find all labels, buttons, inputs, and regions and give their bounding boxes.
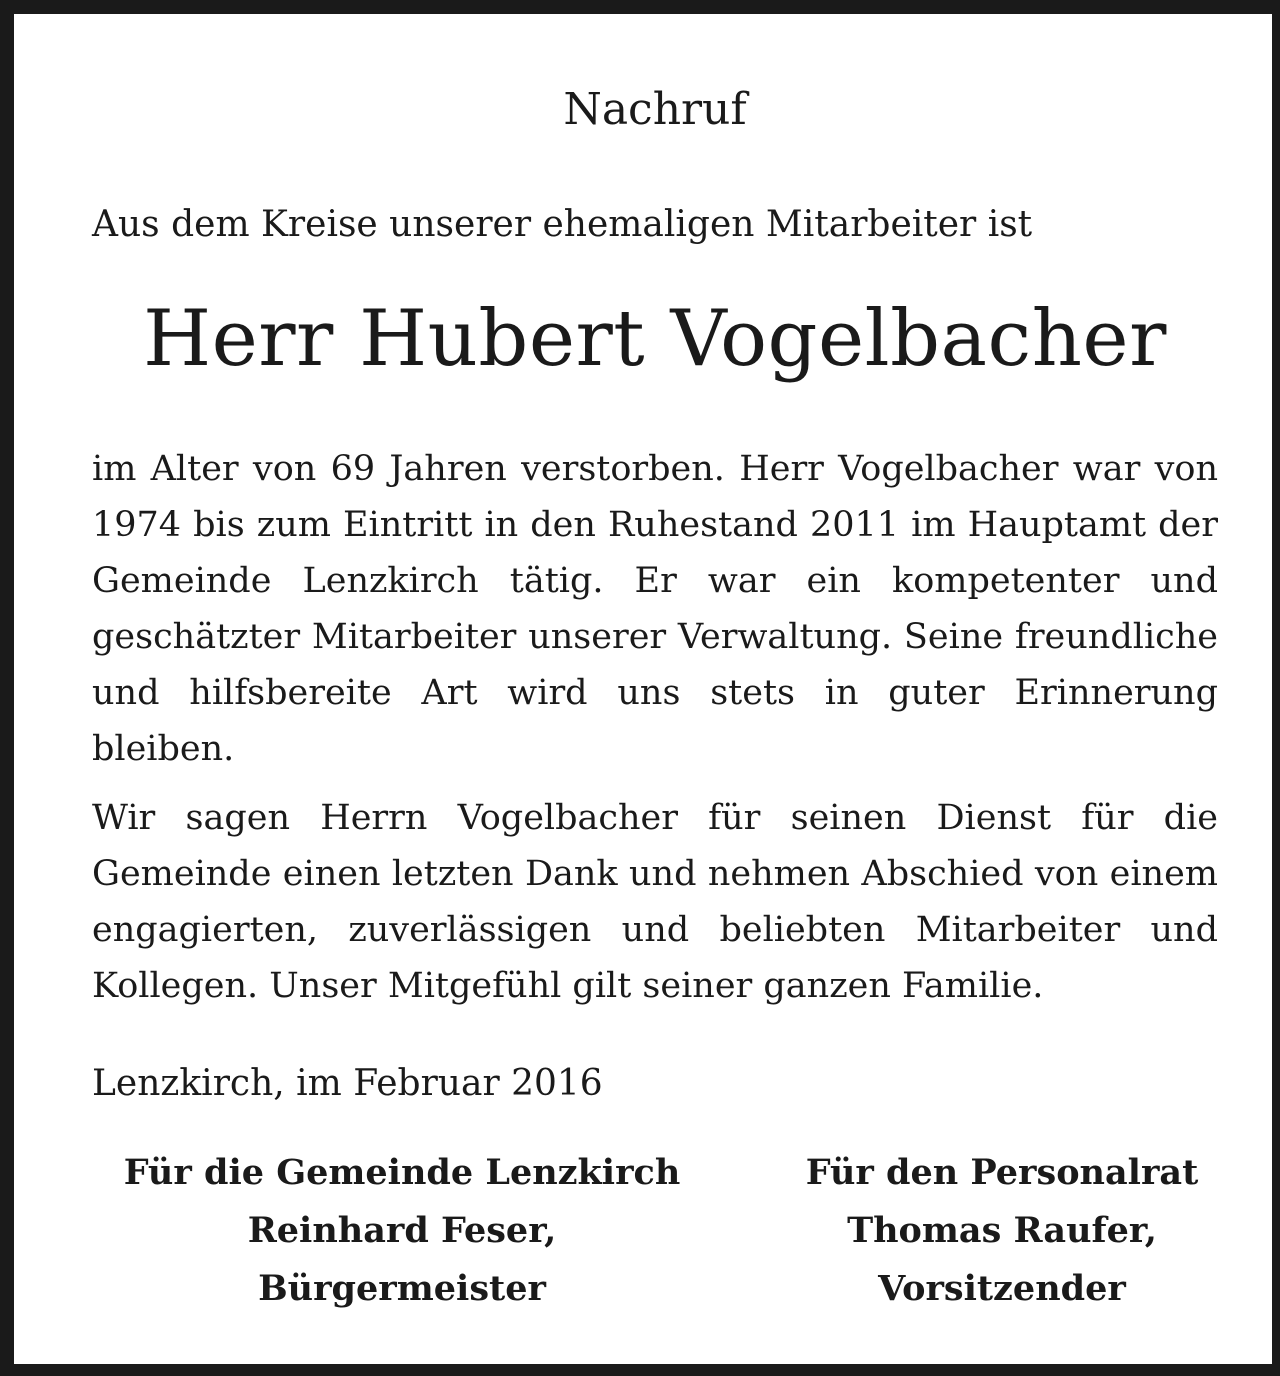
deceased-name: Herr Hubert Vogelbacher [143,294,1167,384]
signature-role: Bürgermeister [258,1268,546,1309]
signature-name: Thomas Raufer, [847,1210,1157,1251]
signature-staff-council [796,1144,1208,1318]
signature-organization: Für die Gemeinde Lenzkirch [123,1152,681,1193]
signature-municipality [102,1144,702,1318]
paragraph-farewell: Wir sagen Herrn Vogelbacher für seinen Dienst für die Gemeinde einen letzten Dank und nehmen Abschied von einem engagierten, zuverlässigen und beliebten Mitarbeiter und Kollegen. Unser Mitgefühl gilt seiner ganzen Familie. [92,798,1218,1006]
place-date: Lenzkirch, im Februar 2016 [92,1063,603,1104]
signature-organization: Für den Personalrat [805,1152,1199,1193]
intro-line: Aus dem Kreise unserer ehemaligen Mitarbeiter ist [92,204,1033,245]
signature-name: Reinhard Feser, [247,1210,557,1251]
paragraph-biography: im Alter von 69 Jahren verstorben. Herr Vogelbacher war von 1974 bis zum Eintritt in den Ruhestand 2011 im Hauptamt der Gemeinde Lenzkirch tätig. Er war ein kompetenter und geschätzter Mitarbeiter unserer Verwaltung. Seine freundliche und hilfsbereite Art wird uns stets in guter Erinnerung bleiben. [92,449,1218,769]
notice-title: Nachruf [563,84,747,135]
signature-role: Vorsitzender [878,1268,1126,1309]
